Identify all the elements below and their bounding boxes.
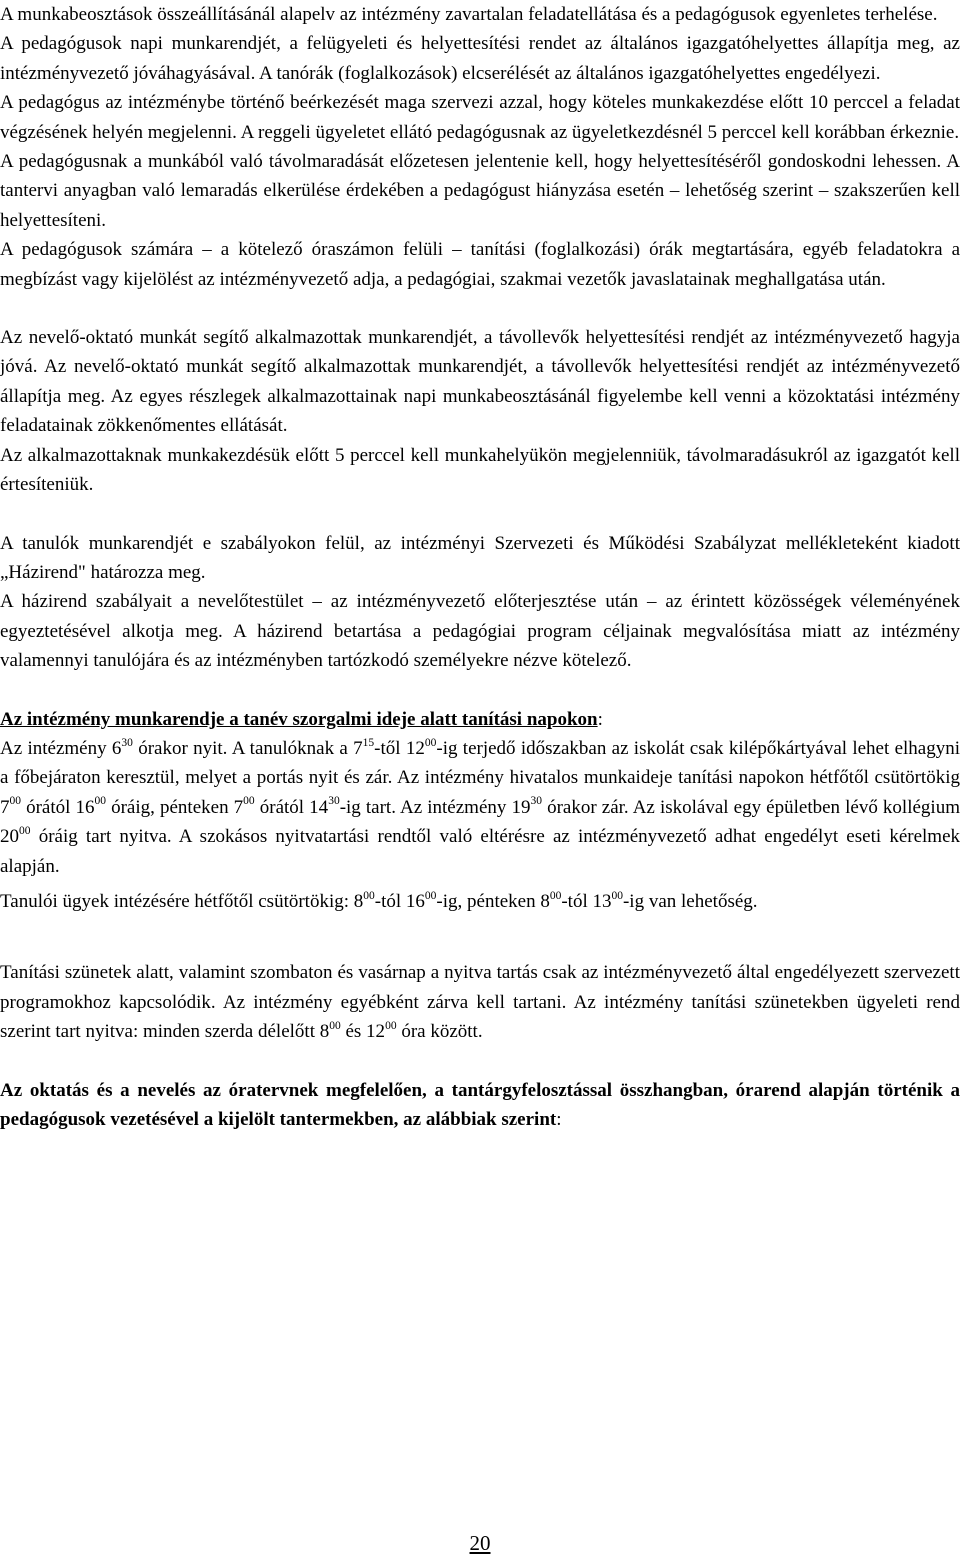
text-run: órakor nyit. A tanulóknak a 7 (132, 737, 363, 759)
text-run: óráig tart nyitva. A szokásos nyitvatartási rendtől való eltérésre az intézményvezető adhat engedélyt eseti kérelmek alapján. (0, 826, 960, 877)
paragraph-support-staff-schedule: Az nevelő-oktató munkát segítő alkalmazottak munkarendjét, a távollevők helyettesítési rendjét az intézményvezető hagyja jóvá. Az nevelő-oktató munkát segítő alkalmazottak munkarendjét, a távollevők helyettesítési rendjét az intézményvezető állapítja meg. Az egyes részlegek alkalmazottainak napi munkabeosztásánál figyelembe kell venni a közoktatási intézmény feladatainak zökkenőmentes ellátását. (0, 327, 960, 437)
text-run: órától 14 (254, 796, 329, 818)
paragraph-staff-arrival: Az alkalmazottaknak munkakezdésük előtt 5 perccel kell munkahelyükön megjelenniük, távolmaradásukról az igazgatót kell értesíteniük. (0, 444, 960, 496)
text-run: -ig van lehetőség. (622, 890, 758, 912)
text-run: -től 12 (374, 737, 425, 759)
paragraph-extra-assignments: A pedagógusok számára – a kötelező óraszámon felüli – tanítási (foglalkozási) órák megtartására, egyéb feladatokra a megbízást vagy kijelölést az intézményvezető adja, a pedagógiai, szakmai vezetők javaslatainak meghallgatása után. (0, 239, 960, 290)
time-minutes: 00 (94, 795, 107, 808)
text-run: órától 16 (21, 796, 95, 818)
colon: : (556, 1109, 562, 1130)
text-run: óráig, pénteken 7 (106, 796, 244, 818)
time-minutes: 00 (363, 889, 375, 902)
text-run: -ig terjedő időszakban az iskolát csak kilépőkártyával lehet elhagyni a főbejáraton keresztül, melyet a portás nyit és zár. Az intézmény hivatalos munkaideje tanítási napokon hétfőtől csütörtökig 7 (0, 737, 960, 818)
text-run: -ig tart. Az intézmény 19 (339, 796, 531, 818)
time-minutes: 30 (121, 736, 133, 749)
paragraph-house-rules: A házirend szabályait a nevelőtestület – az intézményvezető előterjesztése után – az érintett közösségek véleményének egyeztetésével alkotja meg. A házirend betartása a pedagógiai program céljainak megvalósítása miatt az intézmény valamennyi tanulójára és az intézményben tartózkodó személyekre nézve kötelező. (0, 591, 960, 672)
text-run: Tanítási szünetek alatt, valamint szombaton és vasárnap a nyitva tartás csak az intézményvezető által engedélyezett szervezett programokhoz kapcsolódik. Az intézmény egyébként zárva kell tartani. Az intézmény tanítási szünetekben ügyeleti rend szerint tart nyitva: minden szerda délelőtt 8 (0, 962, 960, 1043)
time-minutes: 00 (424, 889, 437, 902)
text-run: -tól 16 (374, 890, 425, 912)
time-minutes: 00 (19, 824, 31, 837)
time-minutes: 30 (328, 795, 340, 808)
text-run: -ig, pénteken 8 (436, 890, 550, 912)
text-run: és 12 (340, 1021, 386, 1043)
paragraph-teacher-absence: A pedagógusnak a munkából való távolmaradását előzetesen jelentenie kell, hogy helyettesítéséről gondoskodni lehessen. A tantervi anyagban való lemaradás elkerülése érdekében a pedagógust hiányzása esetén – lehetőség szerint – szakszerűen kell helyettesíteni. (0, 151, 960, 231)
time-minutes: 00 (243, 795, 255, 808)
time-minutes: 00 (424, 736, 437, 749)
time-minutes: 30 (530, 795, 542, 808)
text-run: Tanulói ügyek intézésére hétfőtől csütörtökig: 8 (0, 890, 364, 912)
text-run: óra között. (396, 1021, 483, 1043)
paragraph-teacher-schedule: A pedagógusok napi munkarendjét, a felügyeleti és helyettesítési rendet az általános igazgatóhelyettes állapítja meg, az intézményvezető jóváhagyásával. A tanórák (foglalkozások) elcserélését az általános igazgatóhelyettes engedélyezi. (0, 33, 960, 84)
time-minutes: 00 (9, 795, 21, 808)
paragraph-holiday-hours (0, 958, 960, 1046)
bold-text: Az oktatás és a nevelés az óratervnek megfelelően, a tantárgyfelosztással összhangban, órarend alapján történik a pedagógusok vezetésével a kijelölt tantermekben, az alábbiak szerint (0, 1079, 960, 1130)
paragraph-teaching-organization (0, 1076, 960, 1135)
time-minutes: 00 (385, 1019, 397, 1032)
text-run: órakor zár. Az iskolával egy épületben lévő kollégium 20 (0, 796, 960, 848)
time-minutes: 15 (362, 736, 375, 749)
text-run: Az intézmény 6 (0, 737, 122, 759)
time-minutes: 00 (329, 1019, 341, 1032)
paragraph-student-affairs-hours (0, 887, 960, 916)
time-minutes: 00 (611, 889, 623, 902)
section-heading-working-hours (0, 705, 960, 734)
paragraph-workload-principle: A munkabeosztások összeállításánál alapelv az intézmény zavartalan feladatellátása és a pedagógusok egyenletes terhelése. (0, 4, 938, 25)
heading-colon: : (597, 708, 603, 730)
paragraph-opening-hours (0, 734, 960, 881)
paragraph-teacher-arrival: A pedagógus az intézménybe történő beérkezését maga szervezi azzal, hogy köteles munkakezdése előtt 10 perccel a feladat végzésének helyén megjelenni. A reggeli ügyeletet ellátó pedagógusnak az ügyeletkezdésnél 5 perccel kell korábban érkeznie. (0, 92, 960, 143)
paragraph-student-rules: A tanulók munkarendjét e szabályokon felül, az intézményi Szervezeti és Működési Szabályzat mellékleteként kiadott „Házirend" határozza meg. (0, 532, 960, 583)
time-minutes: 00 (549, 889, 562, 902)
page-number: 20 (469, 1531, 491, 1555)
text-run: -tól 13 (561, 890, 612, 912)
heading-text: Az intézmény munkarendje a tanév szorgalmi ideje alatt tanítási napokon (0, 708, 598, 730)
